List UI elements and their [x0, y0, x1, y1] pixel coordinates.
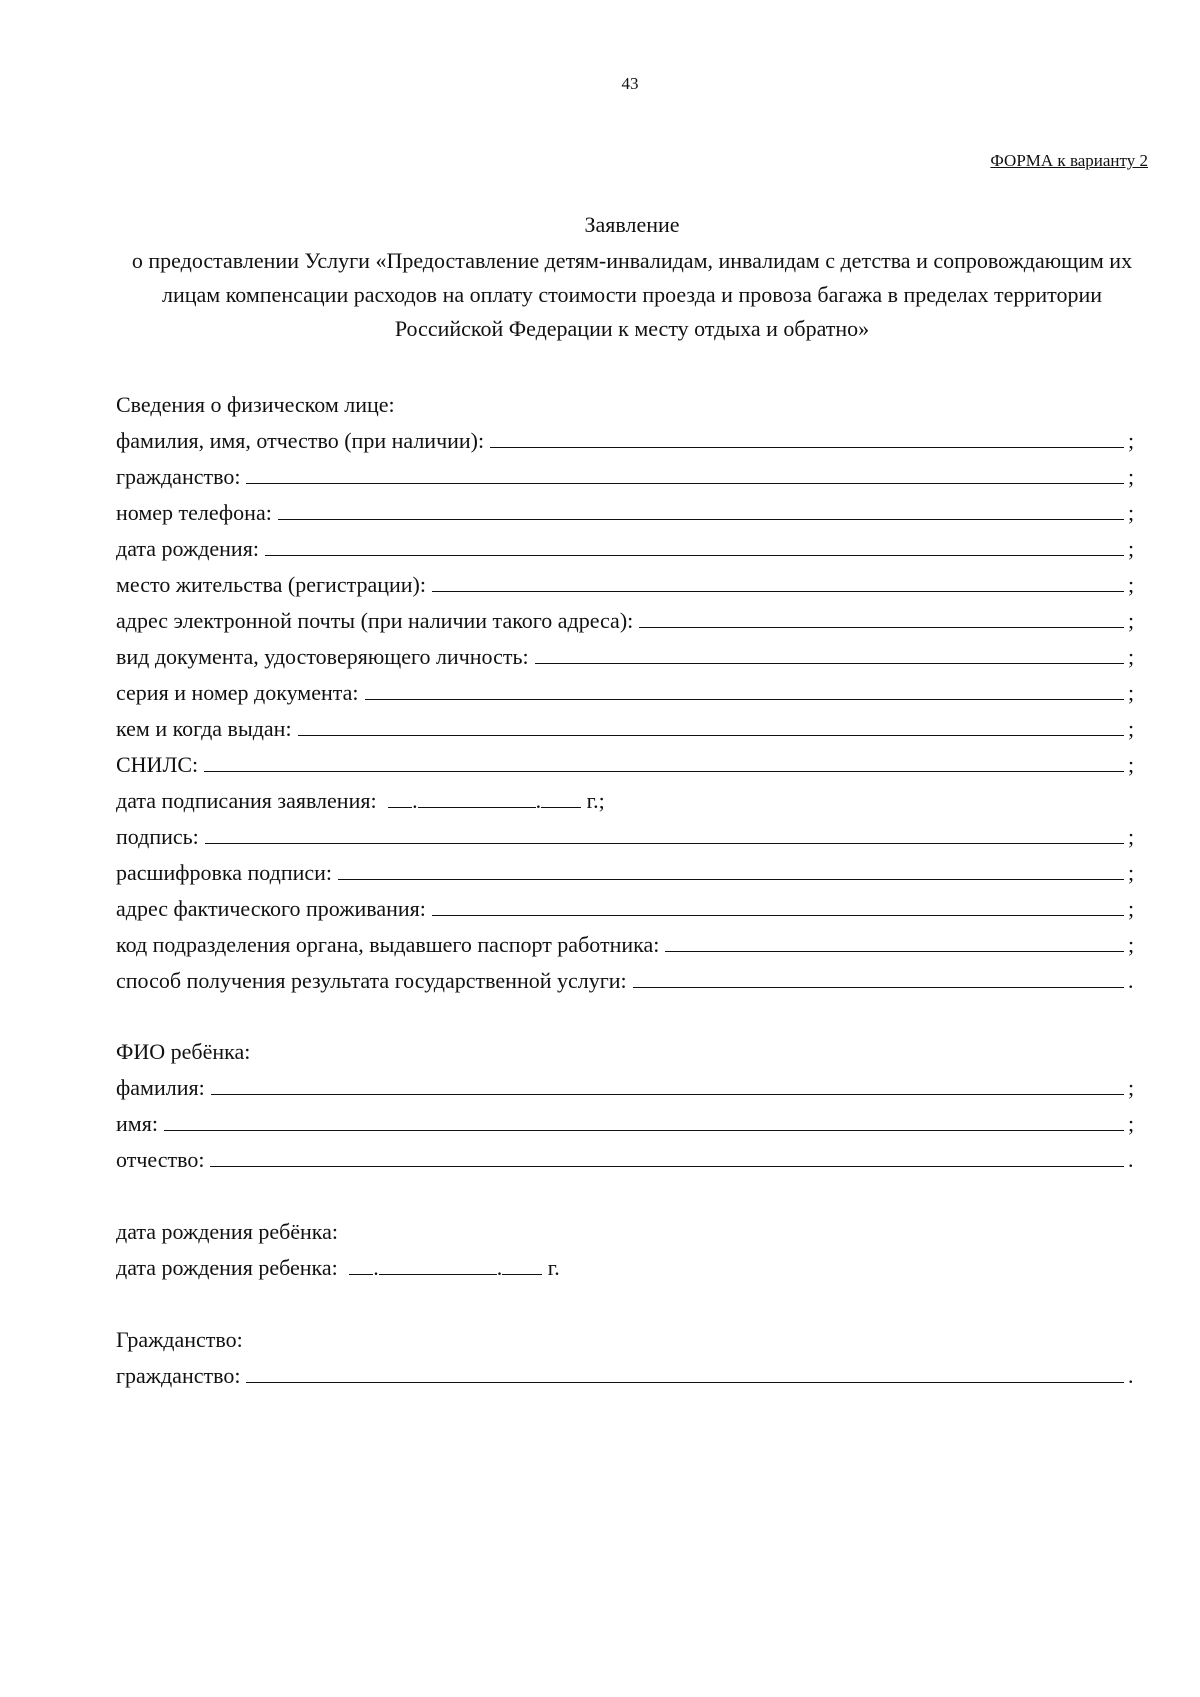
date-suffix: г. [547, 1255, 560, 1280]
field-label: вид документа, удостоверяющего личность: [116, 644, 529, 669]
field-end: ; [1128, 572, 1135, 597]
field-label: фамилия, имя, отчество (при наличии): [116, 428, 485, 453]
field-label: фамилия: [116, 1075, 205, 1100]
field-child-patronymic [116, 1146, 1138, 1174]
input-line[interactable] [246, 1362, 1124, 1383]
input-line[interactable] [164, 1110, 1124, 1131]
field-label: расшифровка подписи: [116, 860, 333, 885]
field-label: серия и номер документа: [116, 680, 359, 705]
field-label: адрес фактического проживания: [116, 896, 426, 921]
field-residence [116, 571, 1138, 599]
field-id-document-type [116, 643, 1138, 671]
field-label: гражданство: [116, 464, 241, 489]
input-line[interactable] [432, 895, 1124, 916]
day-blank[interactable] [388, 787, 412, 808]
input-line[interactable] [432, 571, 1124, 592]
input-line[interactable] [639, 607, 1124, 628]
field-end: ; [1128, 680, 1135, 705]
field-label: дата рождения: [116, 536, 259, 561]
input-line[interactable] [490, 427, 1124, 448]
field-label: имя: [116, 1111, 158, 1136]
field-end: ; [1128, 752, 1135, 777]
section-heading-child-birth: дата рождения ребёнка: [116, 1219, 339, 1244]
input-line[interactable] [278, 499, 1124, 520]
field-end: ; [1128, 1075, 1135, 1100]
input-line[interactable] [665, 931, 1124, 952]
field-label: место жительства (регистрации): [116, 572, 426, 597]
field-child-birth-date: дата рождения ребенка: . . г. [116, 1255, 560, 1280]
field-end: ; [1128, 464, 1135, 489]
page-number: 43 [621, 74, 639, 93]
field-result-method [116, 967, 1138, 995]
field-label: гражданство: [116, 1363, 241, 1388]
field-label: код подразделения органа, выдавшего паспорт работника: [116, 932, 660, 957]
input-line[interactable] [211, 1074, 1124, 1095]
date-suffix: г.; [586, 788, 605, 813]
field-signature [116, 823, 1138, 851]
field-label: способ получения результата государственной услуги: [116, 968, 627, 993]
input-line[interactable] [633, 967, 1124, 988]
input-line[interactable] [535, 643, 1124, 664]
input-line[interactable] [365, 679, 1124, 700]
field-label: кем и когда выдан: [116, 716, 292, 741]
field-label: отчество: [116, 1147, 205, 1172]
field-phone [116, 499, 1138, 527]
input-line[interactable] [298, 715, 1124, 736]
field-end: . [1128, 1147, 1134, 1172]
field-end: . [1128, 1363, 1134, 1388]
field-label: дата подписания заявления: [116, 788, 377, 813]
field-end: ; [1128, 608, 1135, 633]
month-blank[interactable] [379, 1254, 497, 1275]
day-blank[interactable] [349, 1254, 373, 1275]
field-signature-transcript [116, 859, 1138, 887]
section-heading-citizenship: Гражданство: [116, 1327, 243, 1352]
field-end: ; [1128, 716, 1135, 741]
field-full-name [116, 427, 1138, 455]
field-end: ; [1128, 644, 1135, 669]
field-citizenship [116, 463, 1138, 491]
input-line[interactable] [265, 535, 1124, 556]
field-document-number [116, 679, 1138, 707]
field-end: . [1128, 968, 1134, 993]
field-label: номер телефона: [116, 500, 272, 525]
field-end: ; [1128, 896, 1135, 921]
input-line[interactable] [246, 463, 1124, 484]
document-subtitle: о предоставлении Услуги «Предоставление детям-инвалидам, инвалидам с детства и сопровождающим их лицам компенсации расходов на оплату стоимости проезда и провоза багажа в пределах территории Российской Федерации к месту отдыха и обратно» [131, 248, 1133, 341]
field-division-code [116, 931, 1138, 959]
input-line[interactable] [205, 823, 1124, 844]
field-end: ; [1128, 860, 1135, 885]
input-line[interactable] [204, 751, 1124, 772]
document-title: Заявление [584, 212, 680, 237]
field-label: подпись: [116, 824, 199, 849]
field-signing-date: дата подписания заявления: . . г.; [116, 788, 605, 813]
section-heading-child-name: ФИО ребёнка: [116, 1039, 251, 1064]
field-label: адрес электронной почты (при наличии такого адреса): [116, 608, 634, 633]
field-end: ; [1128, 428, 1135, 453]
field-end: ; [1128, 536, 1135, 561]
field-end: ; [1128, 500, 1135, 525]
field-actual-address [116, 895, 1138, 923]
input-line[interactable] [210, 1146, 1124, 1167]
section-heading-personal: Сведения о физическом лице: [116, 392, 395, 417]
field-birth-date [116, 535, 1138, 563]
field-snils [116, 751, 1138, 779]
field-child-surname [116, 1074, 1138, 1102]
field-end: ; [1128, 932, 1135, 957]
field-label: дата рождения ребенка: [116, 1255, 338, 1280]
field-child-citizenship [116, 1362, 1138, 1390]
form-label: ФОРМА к варианту 2 [990, 151, 1148, 170]
field-end: ; [1128, 1111, 1135, 1136]
month-blank[interactable] [418, 787, 536, 808]
field-issued-by [116, 715, 1138, 743]
field-child-name [116, 1110, 1138, 1138]
field-end: ; [1128, 824, 1135, 849]
input-line[interactable] [338, 859, 1124, 880]
field-label: СНИЛС: [116, 752, 199, 777]
year-blank[interactable] [541, 787, 581, 808]
field-email [116, 607, 1138, 635]
year-blank[interactable] [502, 1254, 542, 1275]
